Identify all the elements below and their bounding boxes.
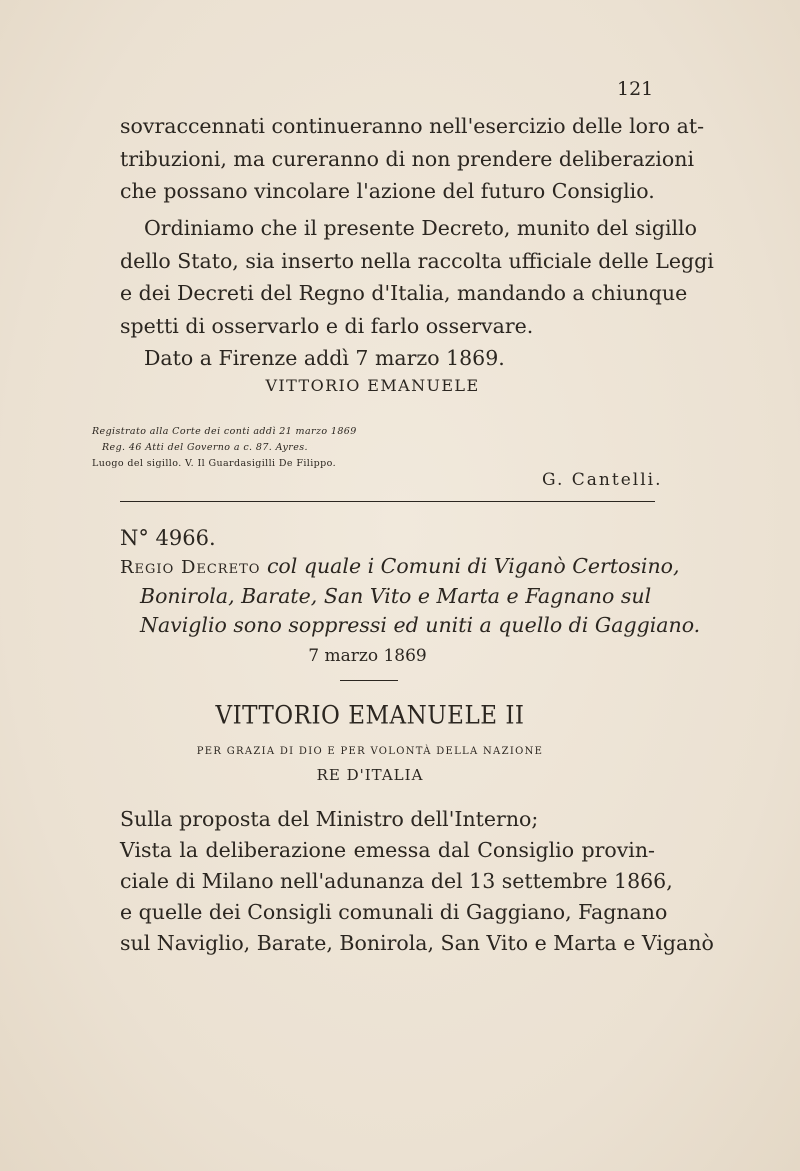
registration-line: Registrato alla Corte dei conti addì 21 marzo 1869 [92, 426, 357, 437]
dato-line: Dato a Firenze addì 7 marzo 1869. [144, 346, 505, 370]
registration-line: Reg. 46 Atti del Governo a c. 87. Ayres. [102, 442, 308, 453]
decree-title-text: Bonirola, Barate, San Vito e Marta e Fagnano sul [140, 584, 652, 608]
decree-body [120, 804, 714, 959]
body-line: Sulla proposta del Ministro dell'Interno; [120, 807, 539, 831]
paragraph-line: che possano vincolare l'azione del futuro Consiglio. [120, 179, 655, 203]
decree-title-prefix: Regio Decreto [120, 557, 261, 578]
ordiniamo-paragraph [120, 212, 714, 375]
body-line: ciale di Milano nell'adunanza del 13 settembre 1866, [120, 869, 673, 893]
decree-title-text: col quale i Comuni di Viganò Certosino, [260, 554, 680, 578]
section-divider [120, 501, 655, 502]
by-grace-line: PER GRAZIA DI DIO E PER VOLONTÀ DELLA NAZIONE [196, 746, 544, 757]
registration-line: Luogo del sigillo. V. Il Guardasigilli De Filippo. [92, 458, 337, 469]
paragraph-line: spetti di osservarlo e di farlo osservare. [120, 313, 534, 338]
decree-title [120, 552, 701, 640]
decree-date: 7 marzo 1869 [308, 646, 427, 666]
paragraph-line: dello Stato, sia inserto nella raccolta ufficiale delle Leggi [120, 248, 714, 273]
body-line: e quelle dei Consigli comunali di Gaggiano, Fagnano [120, 900, 668, 924]
king-title: RE D'ITALIA [316, 766, 424, 784]
top-paragraph [120, 110, 705, 208]
paragraph-line: e dei Decreti del Regno d'Italia, mandando a chiunque [120, 281, 688, 305]
registration-note [92, 424, 412, 472]
short-divider [340, 680, 398, 681]
king-signature: VITTORIO EMANUELE [265, 376, 480, 395]
page-number: 121 [617, 78, 654, 100]
body-line: Vista la deliberazione emessa dal Consiglio provin- [120, 838, 655, 862]
king-heading: VITTORIO EMANUELE II [215, 701, 525, 731]
decree-title-text: Naviglio sono soppressi ed uniti a quello di Gaggiano. [140, 613, 701, 637]
body-line: sul Naviglio, Barate, Bonirola, San Vito e Marta e Viganò [120, 931, 714, 955]
minister-signature: G. Cantelli. [542, 470, 663, 490]
paragraph-line: sovraccennati continueranno nell'esercizio delle loro at- [120, 114, 705, 138]
decree-number: N° 4966. [120, 526, 216, 550]
paragraph-line: tribuzioni, ma cureranno di non prendere deliberazioni [120, 146, 695, 171]
paragraph-line: Ordiniamo che il presente Decreto, munito del sigillo [144, 216, 697, 240]
